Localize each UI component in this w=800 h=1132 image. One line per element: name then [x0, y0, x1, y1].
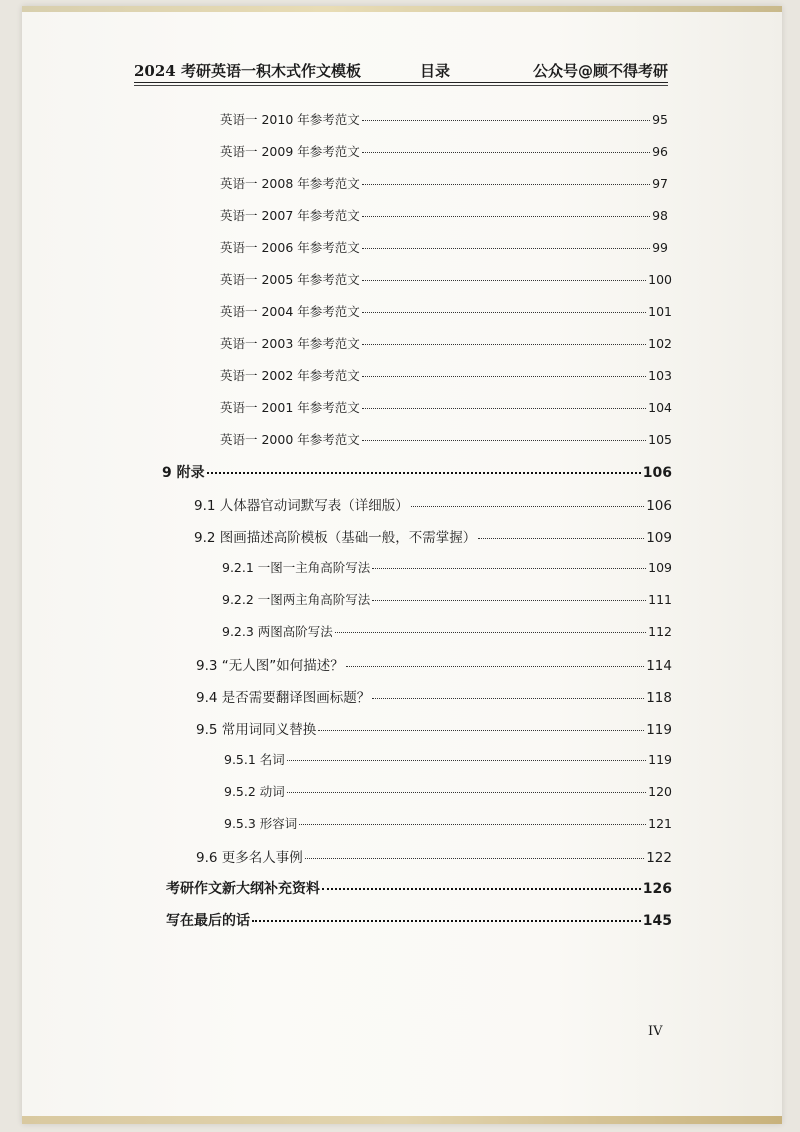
toc-section-label: 9.1 人体器官动词默写表（详细版）	[194, 498, 409, 514]
toc-entry[interactable]	[220, 334, 672, 356]
toc-section[interactable]	[194, 526, 672, 548]
toc-section-page: 106	[646, 498, 672, 514]
leader-dots	[372, 600, 646, 601]
toc-entry-page: 97	[652, 176, 668, 191]
toc-subsection-label: 9.2.2 一图两主角高阶写法	[222, 592, 371, 607]
toc-chapter-label: 写在最后的话	[166, 913, 250, 929]
toc-section[interactable]	[196, 654, 672, 676]
toc-chapter-page: 126	[642, 881, 672, 897]
leader-dots	[362, 216, 650, 217]
toc-entry-page: 101	[648, 304, 672, 319]
toc-chapter-page: 106	[642, 465, 672, 481]
page-bottom-edge	[22, 1116, 782, 1124]
leader-dots	[207, 472, 641, 474]
toc-entry[interactable]	[220, 206, 668, 228]
toc-chapter[interactable]	[166, 878, 672, 900]
toc-entry-page: 102	[648, 336, 672, 351]
toc-entry-label: 英语一 2003 年参考范文	[220, 336, 360, 351]
toc-section[interactable]	[196, 846, 672, 868]
toc-chapter-page: 145	[642, 913, 672, 929]
toc-entry[interactable]	[220, 366, 672, 388]
toc-entry[interactable]	[220, 430, 672, 452]
toc-section-label: 9.3 “无人图”如何描述？	[196, 658, 344, 674]
toc-section[interactable]	[196, 686, 672, 708]
toc-entry[interactable]	[220, 398, 672, 420]
toc-entry-label: 英语一 2002 年参考范文	[220, 368, 360, 383]
toc-entry-page: 99	[652, 240, 668, 255]
leader-dots	[252, 920, 641, 922]
leader-dots	[478, 538, 644, 539]
header-rule-thin	[134, 85, 668, 86]
toc-entry-page: 103	[648, 368, 672, 383]
toc-entry[interactable]	[220, 142, 668, 164]
leader-dots	[372, 568, 646, 569]
toc-entry-label: 英语一 2007 年参考范文	[220, 208, 360, 223]
header-rule	[134, 82, 668, 83]
header-title: 2024 考研英语一积木式作文模板	[134, 62, 361, 80]
toc-entry[interactable]	[220, 238, 668, 260]
toc-entry-page: 96	[652, 144, 668, 159]
leader-dots	[362, 408, 646, 409]
toc-subsection[interactable]	[222, 558, 672, 580]
toc-entry-page: 95	[652, 112, 668, 127]
toc-entry-page: 104	[648, 400, 672, 415]
toc-section-page: 118	[646, 690, 672, 706]
leader-dots	[287, 792, 646, 793]
toc-section-page: 119	[646, 722, 672, 738]
leader-dots	[411, 506, 644, 507]
toc-entry[interactable]	[220, 270, 672, 292]
leader-dots	[362, 248, 650, 249]
toc-section-label: 9.2 图画描述高阶模板（基础一般，不需掌握）	[194, 530, 477, 546]
toc-subsection[interactable]	[222, 590, 672, 612]
toc-chapter-label: 9 附录	[162, 465, 205, 481]
toc-section[interactable]	[194, 494, 672, 516]
toc-section-page: 122	[646, 850, 672, 866]
toc-section[interactable]	[196, 718, 672, 740]
leader-dots	[362, 152, 650, 153]
leader-dots	[346, 666, 644, 667]
toc-entry-label: 英语一 2010 年参考范文	[220, 112, 360, 127]
toc-entry-label: 英语一 2006 年参考范文	[220, 240, 360, 255]
toc-section-label: 9.6 更多名人事例	[196, 850, 303, 866]
running-header	[134, 58, 668, 82]
page-number: IV	[648, 1024, 663, 1039]
toc-subsection-page: 119	[648, 752, 672, 767]
toc-chapter[interactable]	[166, 910, 672, 932]
toc-subsection[interactable]	[222, 622, 672, 644]
toc-subsection-label: 9.5.3 形容词	[224, 816, 298, 831]
leader-dots	[362, 312, 646, 313]
toc-entry-label: 英语一 2000 年参考范文	[220, 432, 360, 447]
leader-dots	[335, 632, 646, 633]
toc-section-label: 9.5 常用词同义替换	[196, 722, 317, 738]
header-account: 公众号@顾不得考研	[532, 62, 668, 80]
leader-dots	[362, 440, 646, 441]
leader-dots	[287, 760, 646, 761]
leader-dots	[299, 824, 646, 825]
toc-subsection-label: 9.5.1 名词	[224, 752, 285, 767]
toc-entry-label: 英语一 2005 年参考范文	[220, 272, 360, 287]
leader-dots	[318, 730, 644, 731]
toc-section-page: 109	[646, 530, 672, 546]
toc-subsection[interactable]	[224, 814, 672, 836]
toc-entry[interactable]	[220, 110, 668, 132]
toc-entry[interactable]	[220, 174, 668, 196]
toc-entry-label: 英语一 2008 年参考范文	[220, 176, 360, 191]
toc-section-page: 114	[646, 658, 672, 674]
toc-subsection-page: 109	[648, 560, 672, 575]
toc-chapter-label: 考研作文新大纲补充资料	[166, 881, 320, 897]
toc-subsection-page: 112	[648, 624, 672, 639]
toc-entry-label: 英语一 2009 年参考范文	[220, 144, 360, 159]
toc-subsection-page: 111	[648, 592, 672, 607]
page-top-edge	[22, 6, 782, 12]
leader-dots	[362, 376, 646, 377]
toc-entry-page: 98	[652, 208, 668, 223]
toc-subsection-page: 120	[648, 784, 672, 799]
toc-section-label: 9.4 是否需要翻译图画标题？	[196, 690, 371, 706]
toc-subsection-label: 9.2.3 两图高阶写法	[222, 624, 333, 639]
toc-subsection-page: 121	[648, 816, 672, 831]
leader-dots	[362, 344, 646, 345]
leader-dots	[362, 120, 650, 121]
leader-dots	[372, 698, 644, 699]
toc-subsection-label: 9.5.2 动词	[224, 784, 285, 799]
leader-dots	[362, 184, 650, 185]
toc-subsection-label: 9.2.1 一图一主角高阶写法	[222, 560, 371, 575]
toc-entry-page: 100	[648, 272, 672, 287]
leader-dots	[322, 888, 641, 890]
header-section: 目录	[420, 62, 451, 80]
leader-dots	[362, 280, 646, 281]
toc-entry-page: 105	[648, 432, 672, 447]
toc-subsection[interactable]	[224, 782, 672, 804]
toc-entry-label: 英语一 2004 年参考范文	[220, 304, 360, 319]
toc-entry[interactable]	[220, 302, 672, 324]
toc-entry-label: 英语一 2001 年参考范文	[220, 400, 360, 415]
leader-dots	[305, 858, 644, 859]
toc-subsection[interactable]	[224, 750, 672, 772]
toc-chapter[interactable]	[162, 462, 672, 484]
